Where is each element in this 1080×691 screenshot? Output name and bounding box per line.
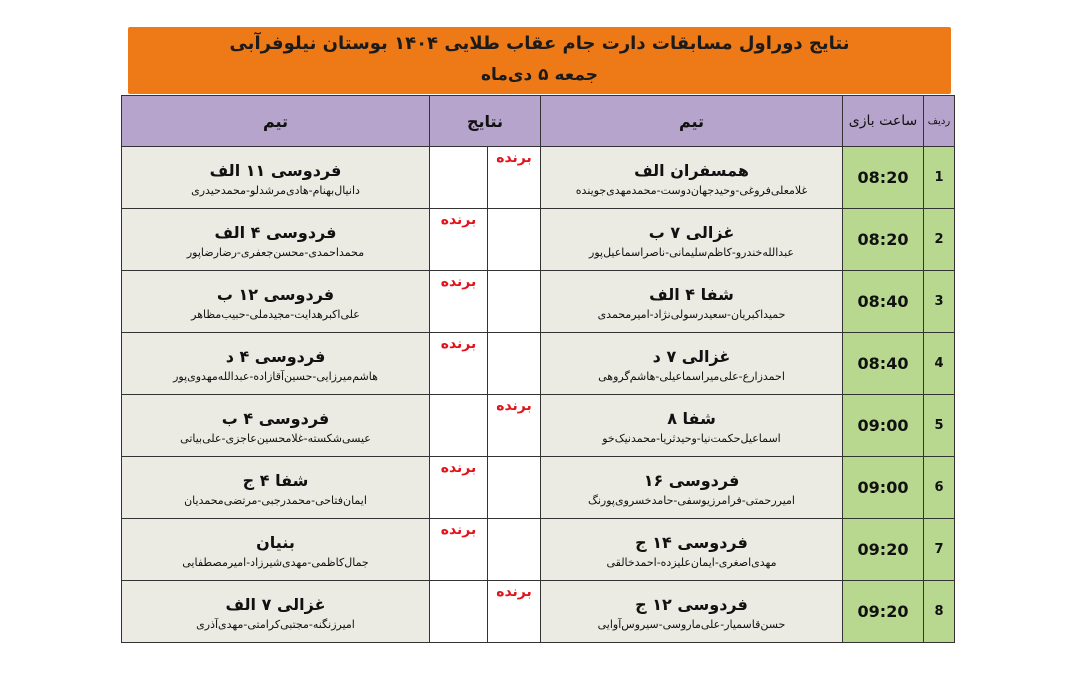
right-winner-label: برنده — [496, 150, 532, 166]
header-results: نتایج — [430, 96, 541, 147]
team-right-players: مهدی‌اصغری-ایمان‌علیزده-احمدخالقی — [606, 555, 777, 569]
row-number: 2 — [924, 209, 955, 271]
match-time: 09:00 — [843, 457, 924, 519]
team-left-cell — [122, 147, 430, 209]
right-result-cell — [488, 519, 541, 581]
team-left-name: فردوسی ۴ الف — [214, 222, 337, 242]
right-result-cell — [488, 209, 541, 271]
table-row — [122, 581, 955, 643]
row-number: 5 — [924, 395, 955, 457]
team-right-players: غلامعلی‌فروغی-وحیدجهان‌دوست-محمدمهدی‌جوینده — [575, 183, 808, 197]
team-left-name: فردوسی ۴ د — [225, 346, 326, 366]
header-team-right: تیم — [541, 96, 843, 147]
team-right-players: حسن‌قاسمیار-علی‌ماروسی-سیروس‌آوایی — [597, 617, 786, 631]
left-winner-label: برنده — [440, 274, 477, 290]
header-number: ردیف — [924, 96, 955, 147]
header-team-left: تیم — [122, 96, 430, 147]
row-number: 8 — [924, 581, 955, 643]
team-left-cell — [122, 209, 430, 271]
results-table — [121, 95, 955, 643]
team-left-cell — [122, 395, 430, 457]
team-left-cell — [122, 271, 430, 333]
right-result-cell — [488, 271, 541, 333]
right-result-cell — [488, 147, 541, 209]
table-row — [122, 271, 955, 333]
team-right-cell — [541, 209, 843, 271]
left-winner-label: برنده — [440, 460, 477, 476]
team-left-cell — [122, 581, 430, 643]
team-right-players: امیررحمتی-فرامرزیوسفی-حامدخسروی‌پورنگ — [588, 493, 795, 507]
row-number: 3 — [924, 271, 955, 333]
right-result-cell — [488, 333, 541, 395]
table-header-row — [122, 96, 955, 147]
right-result-cell — [488, 395, 541, 457]
match-time: 08:40 — [843, 271, 924, 333]
right-winner-label: برنده — [496, 584, 532, 600]
team-right-name: فردوسی ۱۴ ج — [635, 532, 748, 552]
match-time: 08:20 — [843, 147, 924, 209]
team-right-name: فردوسی ۱۲ ج — [635, 594, 748, 614]
team-right-name: فردوسی ۱۶ — [643, 470, 740, 490]
table-row — [122, 147, 955, 209]
left-result-cell — [430, 457, 488, 519]
left-result-cell — [430, 209, 488, 271]
team-right-name: همسفران الف — [634, 160, 749, 180]
team-left-players: جمال‌کاظمی-مهدی‌شیرزاد-امیرمصطفایی — [182, 555, 369, 569]
match-time: 08:40 — [843, 333, 924, 395]
team-left-name: شفا ۴ ج — [242, 470, 309, 490]
team-left-players: امیرزنگنه-مجتبی‌کرامتی-مهدی‌آذری — [196, 617, 355, 631]
title-banner — [128, 27, 951, 94]
row-number: 4 — [924, 333, 955, 395]
match-time: 09:20 — [843, 581, 924, 643]
team-left-players: علی‌اکبرهدایت-مجیدملی-حبیب‌مظاهر — [191, 307, 360, 321]
team-right-cell — [541, 147, 843, 209]
team-left-name: غزالی ۷ الف — [225, 594, 326, 614]
left-winner-label: برنده — [440, 522, 477, 538]
team-left-cell — [122, 519, 430, 581]
team-right-players: اسماعیل‌حکمت‌نیا-وحیدثریا-محمدنیک‌خو — [602, 431, 781, 445]
table-row — [122, 209, 955, 271]
team-left-players: هاشم‌میرزایی-حسین‌آقازاده-عبدالله‌مهدوی‌پور — [173, 369, 378, 383]
table-row — [122, 333, 955, 395]
row-number: 1 — [924, 147, 955, 209]
page-subtitle: جمعه ۵ دی‌ماه — [480, 65, 599, 85]
team-left-players: عیسی‌شکسته-غلامحسین‌عاجزی-علی‌بیاتی — [180, 431, 371, 445]
left-winner-label: برنده — [440, 336, 477, 352]
team-right-name: غزالی ۷ د — [652, 346, 731, 366]
team-right-players: حمیداکبریان-سعیدرسولی‌نژاد-امیرمحمدی — [597, 307, 786, 321]
team-right-cell — [541, 581, 843, 643]
team-right-cell — [541, 333, 843, 395]
team-left-name: بنیان — [256, 532, 295, 552]
team-right-cell — [541, 519, 843, 581]
team-right-players: احمدزارع-علی‌میراسماعیلی-هاشم‌گروهی — [598, 369, 785, 383]
team-left-players: ایمان‌فتاحی-محمدرجبی-مرتضی‌محمدیان — [184, 493, 367, 507]
right-result-cell — [488, 457, 541, 519]
left-winner-label: برنده — [440, 212, 477, 228]
team-right-cell — [541, 271, 843, 333]
right-result-cell — [488, 581, 541, 643]
left-result-cell — [430, 333, 488, 395]
left-result-cell — [430, 581, 488, 643]
team-left-players: دانیال‌بهنام-هادی‌مرشدلو-محمدحیدری — [191, 183, 360, 197]
table-row — [122, 395, 955, 457]
team-right-name: شفا ۸ — [667, 408, 716, 428]
table-row — [122, 457, 955, 519]
match-time: 09:00 — [843, 395, 924, 457]
left-result-cell — [430, 147, 488, 209]
left-result-cell — [430, 395, 488, 457]
team-left-cell — [122, 457, 430, 519]
team-left-players: محمداحمدی-محسن‌جعفری-رضارضاپور — [186, 245, 365, 259]
team-right-cell — [541, 457, 843, 519]
team-left-cell — [122, 333, 430, 395]
table-row — [122, 519, 955, 581]
team-left-name: فردوسی ۴ ب — [221, 408, 330, 428]
right-winner-label: برنده — [496, 398, 532, 414]
team-left-name: فردوسی ۱۱ الف — [209, 160, 342, 180]
row-number: 7 — [924, 519, 955, 581]
match-time: 08:20 — [843, 209, 924, 271]
team-right-name: شفا ۴ الف — [649, 284, 734, 304]
left-result-cell — [430, 271, 488, 333]
team-right-cell — [541, 395, 843, 457]
team-left-name: فردوسی ۱۲ ب — [216, 284, 335, 304]
match-time: 09:20 — [843, 519, 924, 581]
row-number: 6 — [924, 457, 955, 519]
page-title: نتایج دوراول مسابقات دارت جام عقاب طلایی ۱۴۰۴ بوستان نیلوفرآبی — [229, 33, 850, 54]
team-right-players: عبدالله‌خندرو-کاظم‌سلیمانی-ناصر‌اسماعیل‌پور — [589, 245, 794, 259]
left-result-cell — [430, 519, 488, 581]
team-right-name: غزالی ۷ ب — [648, 222, 735, 242]
header-time: ساعت بازی — [843, 96, 924, 147]
